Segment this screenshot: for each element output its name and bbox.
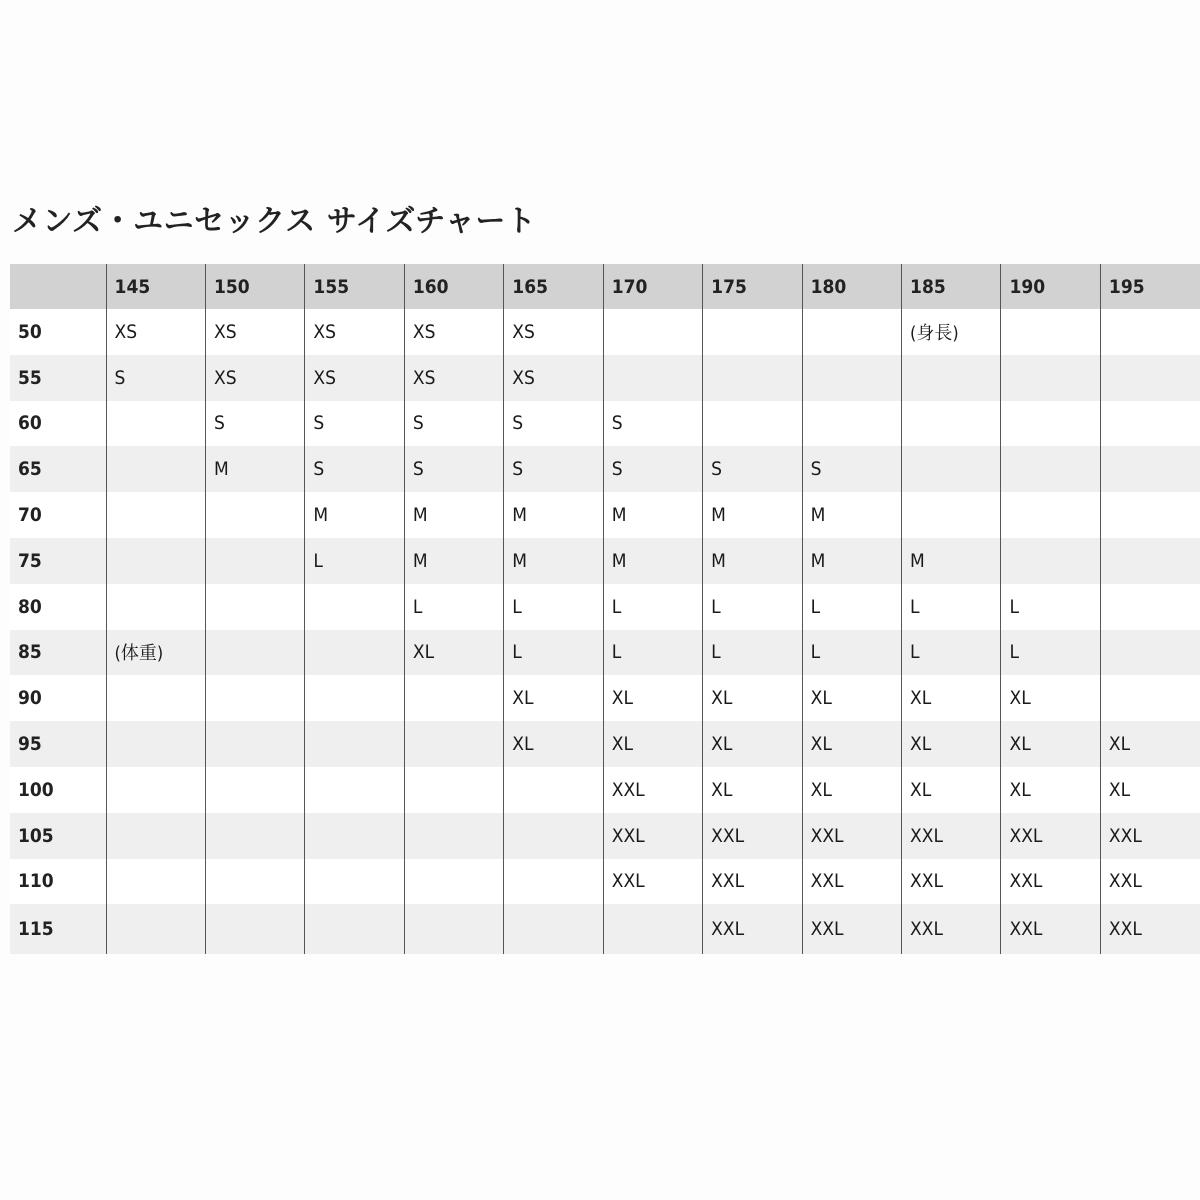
size-cell: M [305, 492, 404, 538]
size-cell [504, 813, 603, 859]
size-cell [404, 904, 503, 954]
size-cell: XXL [902, 904, 1001, 954]
size-cell: L [802, 584, 901, 630]
size-cell: XL [1001, 721, 1100, 767]
weight-cell: 100 [18, 778, 54, 801]
size-cell: XXL [1001, 859, 1100, 905]
size-cell: XL [1001, 675, 1100, 721]
size-cell: XS [504, 355, 603, 401]
size-cell [603, 309, 702, 355]
table-row [10, 538, 1200, 584]
size-cell: M [703, 538, 802, 584]
table-row [10, 355, 1200, 401]
size-cell: L [603, 584, 702, 630]
size-cell [603, 904, 702, 954]
size-cell [106, 675, 205, 721]
table-header [10, 264, 1200, 309]
size-cell: XL [703, 767, 802, 813]
size-cell [802, 355, 901, 401]
size-cell: XL [504, 721, 603, 767]
table-row [10, 675, 1200, 721]
size-cell [106, 401, 205, 447]
size-cell [205, 675, 304, 721]
table-row [10, 584, 1200, 630]
height-header-cell: 150 [205, 264, 304, 309]
size-cell: L [902, 584, 1001, 630]
height-header-cell: 160 [404, 264, 503, 309]
size-cell [205, 538, 304, 584]
size-cell: XXL [902, 813, 1001, 859]
weight-cell: 115 [18, 918, 54, 941]
size-cell: XXL [1100, 904, 1200, 954]
size-cell: XL [1100, 721, 1200, 767]
weight-cell: 70 [18, 504, 42, 527]
size-cell: S [504, 401, 603, 447]
size-cell [305, 675, 404, 721]
size-cell [305, 859, 404, 905]
size-cell [1001, 538, 1100, 584]
size-cell: XXL [802, 813, 901, 859]
size-cell: XL [703, 675, 802, 721]
size-cell [1001, 355, 1100, 401]
size-cell: XXL [703, 859, 802, 905]
table-row [10, 309, 1200, 355]
size-cell: M [603, 538, 702, 584]
size-cell [106, 584, 205, 630]
size-cell [1100, 492, 1200, 538]
size-cell [404, 675, 503, 721]
height-header-cell: 180 [802, 264, 901, 309]
size-cell: M [504, 492, 603, 538]
size-cell [1100, 355, 1200, 401]
size-cell [404, 767, 503, 813]
weight-cell: 110 [18, 870, 54, 893]
height-header-cell: 175 [703, 264, 802, 309]
table-row [10, 859, 1200, 905]
size-cell: XXL [703, 904, 802, 954]
size-cell: L [603, 630, 702, 676]
size-cell [902, 492, 1001, 538]
size-cell: XS [305, 309, 404, 355]
size-cell [106, 904, 205, 954]
size-cell: XL [802, 767, 901, 813]
weight-cell: 85 [18, 641, 42, 664]
size-cell: XS [305, 355, 404, 401]
size-cell [205, 904, 304, 954]
size-cell: XXL [1001, 904, 1100, 954]
size-cell: L [703, 630, 802, 676]
size-cell [305, 904, 404, 954]
size-cell [1100, 675, 1200, 721]
size-cell [703, 309, 802, 355]
size-cell: L [504, 584, 603, 630]
corner-cell [10, 264, 106, 309]
size-cell: XS [205, 355, 304, 401]
size-cell [504, 767, 603, 813]
size-cell: S [305, 446, 404, 492]
size-cell: XL [603, 675, 702, 721]
size-cell: XS [106, 309, 205, 355]
table-row [10, 446, 1200, 492]
size-cell [902, 355, 1001, 401]
size-cell: S [404, 446, 503, 492]
weight-cell: 55 [18, 366, 42, 389]
size-cell: M [802, 492, 901, 538]
size-cell: XS [504, 309, 603, 355]
size-cell [1100, 401, 1200, 447]
weight-cell: 50 [18, 320, 42, 343]
size-cell: M [902, 538, 1001, 584]
size-cell [1100, 630, 1200, 676]
height-header-cell: 190 [1001, 264, 1100, 309]
size-cell [305, 813, 404, 859]
table-row [10, 904, 1200, 954]
size-cell: M [504, 538, 603, 584]
height-header-cell: 145 [106, 264, 205, 309]
size-cell [504, 859, 603, 905]
size-cell: XXL [603, 859, 702, 905]
size-cell: XL [902, 721, 1001, 767]
size-cell [106, 767, 205, 813]
weight-cell: 80 [18, 595, 42, 618]
size-cell: XS [404, 355, 503, 401]
size-cell: XXL [902, 859, 1001, 905]
size-cell [1100, 584, 1200, 630]
size-cell: XL [1001, 767, 1100, 813]
size-cell: XXL [603, 767, 702, 813]
size-cell [802, 309, 901, 355]
weight-cell: 75 [18, 549, 42, 572]
size-cell [205, 492, 304, 538]
size-cell: L [1001, 630, 1100, 676]
size-cell: L [802, 630, 901, 676]
axis-note-cell: (体重) [106, 630, 205, 676]
size-cell: XL [802, 675, 901, 721]
size-cell: S [404, 401, 503, 447]
size-cell [404, 813, 503, 859]
size-cell: XS [205, 309, 304, 355]
size-cell: M [603, 492, 702, 538]
table-row [10, 813, 1200, 859]
size-cell [106, 721, 205, 767]
size-cell: XXL [703, 813, 802, 859]
size-cell: M [703, 492, 802, 538]
size-cell [205, 584, 304, 630]
size-cell: L [902, 630, 1001, 676]
weight-cell: 95 [18, 733, 42, 756]
size-cell [1001, 401, 1100, 447]
table-row [10, 721, 1200, 767]
size-cell [1100, 538, 1200, 584]
size-cell: XL [703, 721, 802, 767]
size-cell: XXL [1100, 813, 1200, 859]
size-cell [106, 538, 205, 584]
weight-cell: 90 [18, 687, 42, 710]
table-row [10, 401, 1200, 447]
size-cell [106, 492, 205, 538]
weight-cell: 60 [18, 412, 42, 435]
height-header-cell: 155 [305, 264, 404, 309]
size-cell: XXL [603, 813, 702, 859]
header-row [10, 264, 1200, 309]
size-cell: XL [802, 721, 901, 767]
size-cell: XL [603, 721, 702, 767]
size-cell [106, 446, 205, 492]
size-cell: L [504, 630, 603, 676]
size-cell: S [603, 401, 702, 447]
axis-note-cell: (身長) [902, 309, 1001, 355]
size-cell [802, 401, 901, 447]
size-cell [1001, 446, 1100, 492]
size-cell [106, 813, 205, 859]
size-cell: XXL [1001, 813, 1100, 859]
size-cell [703, 355, 802, 401]
height-header-cell: 185 [902, 264, 1001, 309]
size-cell [404, 859, 503, 905]
size-cell [305, 721, 404, 767]
size-cell: XL [1100, 767, 1200, 813]
size-cell: M [802, 538, 901, 584]
size-cell [305, 630, 404, 676]
size-cell: XXL [1100, 859, 1200, 905]
size-cell: L [703, 584, 802, 630]
size-cell [1100, 309, 1200, 355]
size-cell: M [404, 538, 503, 584]
size-cell: S [603, 446, 702, 492]
size-cell [902, 401, 1001, 447]
size-cell [504, 904, 603, 954]
size-cell: L [404, 584, 503, 630]
size-cell [205, 721, 304, 767]
size-cell [603, 355, 702, 401]
size-cell: L [1001, 584, 1100, 630]
height-header-cell: 170 [603, 264, 702, 309]
size-cell: S [504, 446, 603, 492]
size-cell [902, 446, 1001, 492]
size-cell: S [305, 401, 404, 447]
size-cell: XL [404, 630, 503, 676]
size-cell: S [703, 446, 802, 492]
size-cell [205, 767, 304, 813]
table-row [10, 630, 1200, 676]
size-cell [205, 813, 304, 859]
size-cell [106, 859, 205, 905]
size-chart-table [10, 264, 1200, 954]
table-body [10, 309, 1200, 954]
size-cell [305, 767, 404, 813]
size-cell: L [305, 538, 404, 584]
size-cell [1001, 309, 1100, 355]
height-header-cell: 195 [1100, 264, 1200, 309]
height-header-cell: 165 [504, 264, 603, 309]
size-cell: XL [902, 675, 1001, 721]
size-cell: M [205, 446, 304, 492]
size-cell: S [106, 355, 205, 401]
size-cell: S [802, 446, 901, 492]
size-cell [205, 630, 304, 676]
table-row [10, 492, 1200, 538]
size-cell [1001, 492, 1100, 538]
weight-cell: 65 [18, 458, 42, 481]
size-cell: M [404, 492, 503, 538]
size-cell: XXL [802, 859, 901, 905]
size-cell [703, 401, 802, 447]
size-cell [1100, 446, 1200, 492]
size-cell [205, 859, 304, 905]
size-cell: XL [504, 675, 603, 721]
size-cell: XL [902, 767, 1001, 813]
size-cell: XS [404, 309, 503, 355]
size-cell [305, 584, 404, 630]
size-cell: S [205, 401, 304, 447]
table-row [10, 767, 1200, 813]
weight-cell: 105 [18, 824, 54, 847]
size-cell: XXL [802, 904, 901, 954]
size-cell [404, 721, 503, 767]
page-title: メンズ・ユニセックス サイズチャート [12, 204, 537, 239]
